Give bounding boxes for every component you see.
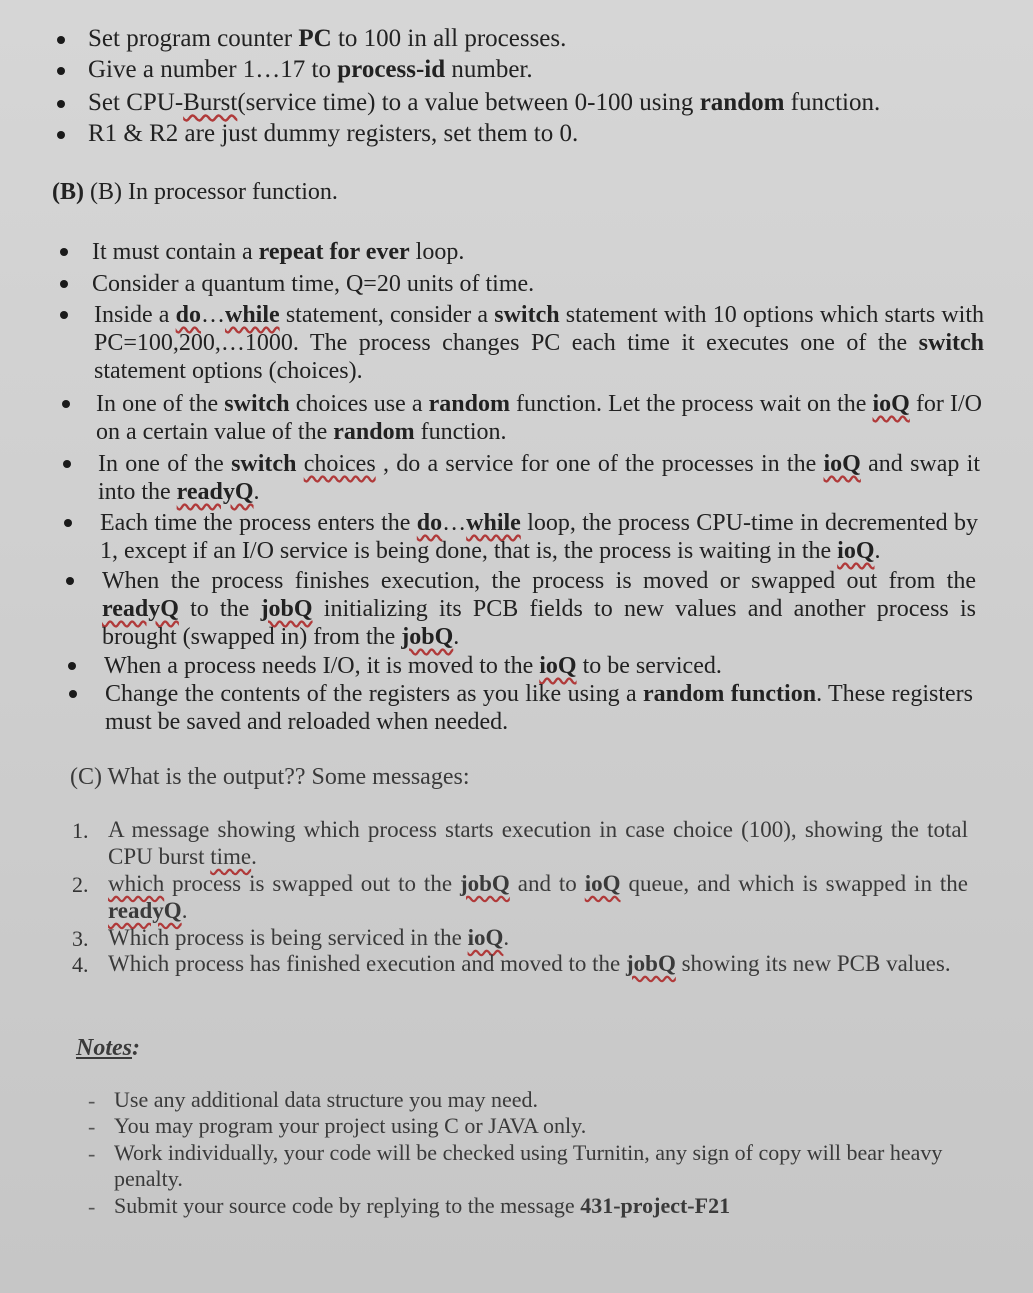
note-item: Submit your source code by replying to the message 431-project-F21 <box>114 1193 731 1218</box>
section-b-item: It must contain a repeat for ever loop. <box>92 239 465 265</box>
section-a-item: Set program counter PC to 100 in all processes. <box>88 25 567 52</box>
note-item: Work individually, your code will be checked using Turnitin, any sign of copy will bear heavy penalty. <box>114 1140 943 1191</box>
section-b-item: Inside a do…while statement, consider a switch statement with 10 options which starts with PC=100,200,…1000. The process changes PC each time it executes one of the switch statement options (choices). <box>94 302 984 384</box>
note-item: Use any additional data structure you may need. <box>114 1087 538 1112</box>
item-number: 1. <box>72 818 89 843</box>
notes-heading: Notes: <box>76 1035 140 1061</box>
section-b-item: Change the contents of the registers as you like using a random function. These registers must be saved and reloaded when needed. <box>105 681 973 735</box>
section-b-item: When the process finishes execution, the process is moved or swapped out from the readyQ to the jobQ initializing its PCB fields to new values and another process is brought (swapped in) from the jobQ. <box>102 568 976 650</box>
note-item: You may program your project using C or JAVA only. <box>114 1113 587 1138</box>
output-message-item: A message showing which process starts execution in case choice (100), showing the total CPU burst time. <box>108 817 968 869</box>
bullet-icon <box>57 131 65 139</box>
bullet-icon <box>60 280 68 288</box>
section-a-item: Give a number 1…17 to process-id number. <box>88 56 533 83</box>
bullet-icon <box>57 100 65 108</box>
section-b-item: In one of the switch choices use a random function. Let the process wait on the ioQ for I/O on a certain value of the random function. <box>96 391 983 445</box>
bullet-icon <box>60 311 68 319</box>
dash-marker: - <box>88 1114 96 1139</box>
section-b-item: In one of the switch choices , do a service for one of the processes in the ioQ and swap it into the readyQ. <box>98 451 981 505</box>
bullet-icon <box>66 577 74 585</box>
section-b-heading: (B) (B) In processor function. <box>52 179 338 205</box>
item-number: 3. <box>72 926 89 951</box>
section-a-item: Set CPU-Burst(service time) to a value between 0-100 using random function. <box>88 89 881 116</box>
dash-marker: - <box>88 1141 96 1166</box>
bullet-icon <box>64 519 72 527</box>
section-c-heading: (C) What is the output?? Some messages: <box>70 764 470 790</box>
bullet-icon <box>62 400 70 408</box>
bullet-icon <box>68 662 76 670</box>
bullet-icon <box>69 690 77 698</box>
output-message-item: Which process is being serviced in the ioQ. <box>108 925 510 950</box>
bullet-icon <box>57 67 65 75</box>
item-number: 2. <box>72 872 89 897</box>
section-a-item: R1 & R2 are just dummy registers, set them to 0. <box>88 120 579 147</box>
section-b-item: Consider a quantum time, Q=20 units of time. <box>92 271 535 297</box>
bullet-icon <box>63 460 71 468</box>
dash-marker: - <box>88 1194 96 1219</box>
output-message-item: which process is swapped out to the jobQ and to ioQ queue, and which is swapped in the readyQ. <box>108 871 968 923</box>
section-b-item: Each time the process enters the do…while loop, the process CPU-time in decremented by 1, except if an I/O service is being done, that is, the process is waiting in the ioQ. <box>100 510 979 564</box>
output-message-item: Which process has finished execution and moved to the jobQ showing its new PCB values. <box>108 951 951 976</box>
bullet-icon <box>57 36 65 44</box>
dash-marker: - <box>88 1088 96 1113</box>
item-number: 4. <box>72 952 89 977</box>
bullet-icon <box>60 248 68 256</box>
section-b-item: When a process needs I/O, it is moved to the ioQ to be serviced. <box>104 653 722 679</box>
